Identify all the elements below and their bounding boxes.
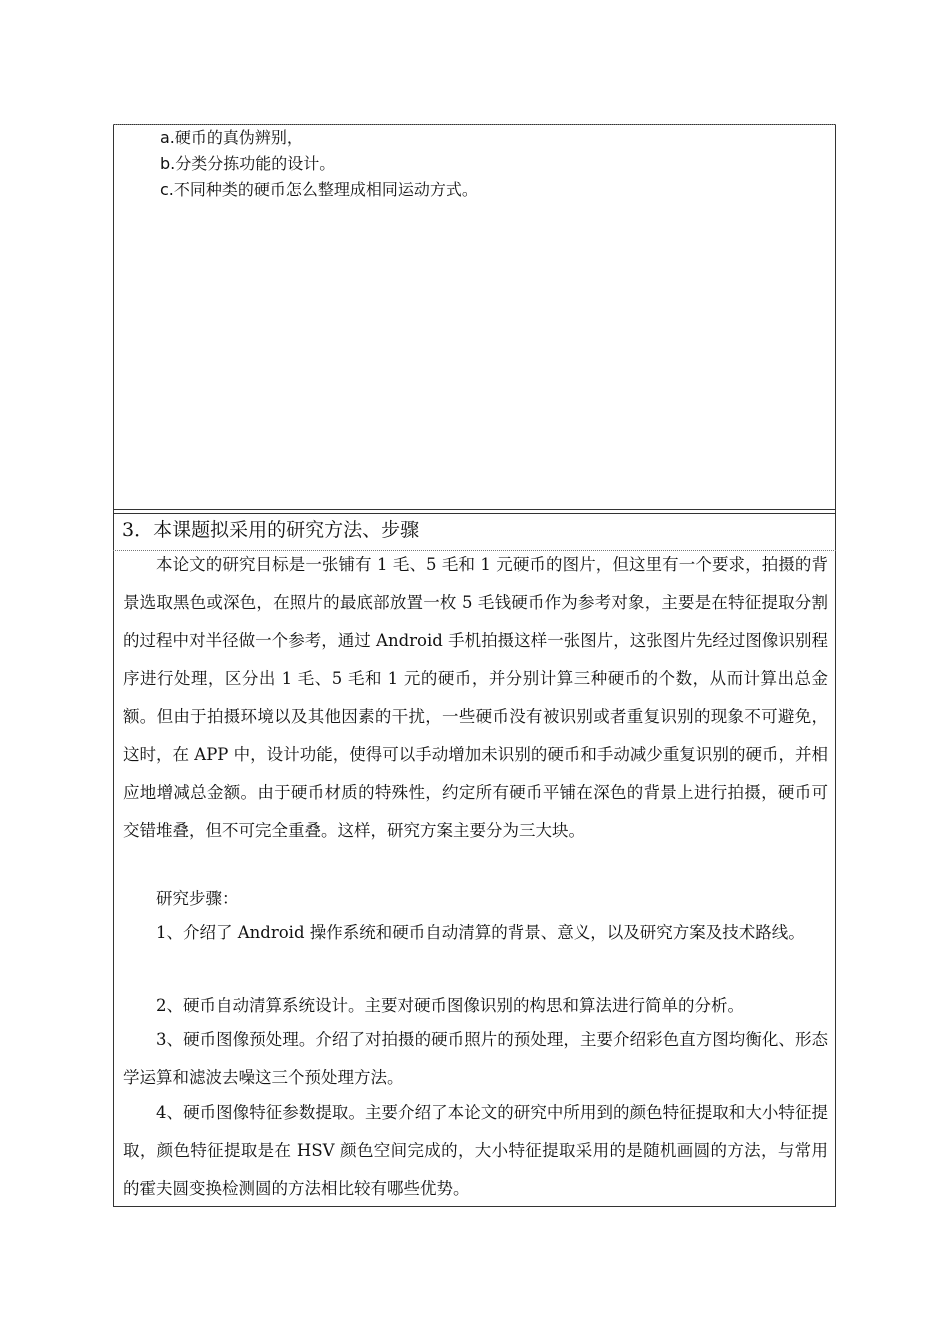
list-text: 不同种类的硬币怎么整理成相同运动方式。	[173, 180, 478, 199]
list-letter: c.	[160, 180, 174, 199]
step-1: 1、介绍了 Android 操作系统和硬币自动清算的背景、意义，以及研究方案及技术路线。	[156, 923, 805, 942]
list-letter: a.	[160, 128, 175, 147]
step-4: 4、硬币图像特征参数提取。主要介绍了本论文的研究中所用到的颜色特征提取和大小特征提取，颜色特征提取是在 HSV 颜色空间完成的，大小特征提取采用的是随机画圆的方法，与常用的霍夫圆变换检测圆的方法相比较有哪些优势。	[123, 1103, 828, 1198]
section-3-title: 3．本课题拟采用的研究方法、步骤	[122, 519, 420, 541]
list-item-b	[160, 151, 478, 177]
step-3: 3、硬币图像预处理。介绍了对拍摄的硬币照片的预处理，主要介绍彩色直方图均衡化、形态学运算和滤波去噪这三个预处理方法。	[123, 1030, 828, 1087]
issues-list	[160, 125, 478, 203]
section-divider	[113, 509, 836, 510]
section-divider	[113, 513, 836, 514]
step-2: 2、硬币自动清算系统设计。主要对硬币图像识别的构思和算法进行简单的分析。	[156, 996, 744, 1015]
list-item-a	[160, 125, 478, 151]
list-item-c	[160, 177, 478, 203]
steps-heading: 研究步骤：	[156, 889, 239, 908]
list-text: 分类分拣功能的设计。	[175, 154, 336, 173]
intro-paragraph: 本论文的研究目标是一张铺有 1 毛、5 毛和 1 元硬币的图片，但这里有一个要求，拍摄的背景选取黑色或深色，在照片的最底部放置一枚 5 毛钱硬币作为参考对象，主要是在特征提取分割的过程中对半径做一个参考，通过 Android 手机拍摄这样一张图片，这张图片先经过图像识别程序进行处理，区分出 1 毛、5 毛和 1 元的硬币，并分别计算三种硬币的个数，从而计算出总金额。但由于拍摄环境以及其他因素的干扰，一些硬币没有被识别或者重复识别的现象不可避免，这时，在 APP 中，设计功能，使得可以手动增加未识别的硬币和手动减少重复识别的硬币，并相应地增减总金额。由于硬币材质的特殊性，约定所有硬币平铺在深色的背景上进行拍摄，硬币可交错堆叠，但不可完全重叠。这样，研究方案主要分为三大块。	[123, 555, 828, 840]
list-letter: b.	[160, 154, 176, 173]
list-text: 硬币的真伪辨别，	[174, 128, 303, 147]
